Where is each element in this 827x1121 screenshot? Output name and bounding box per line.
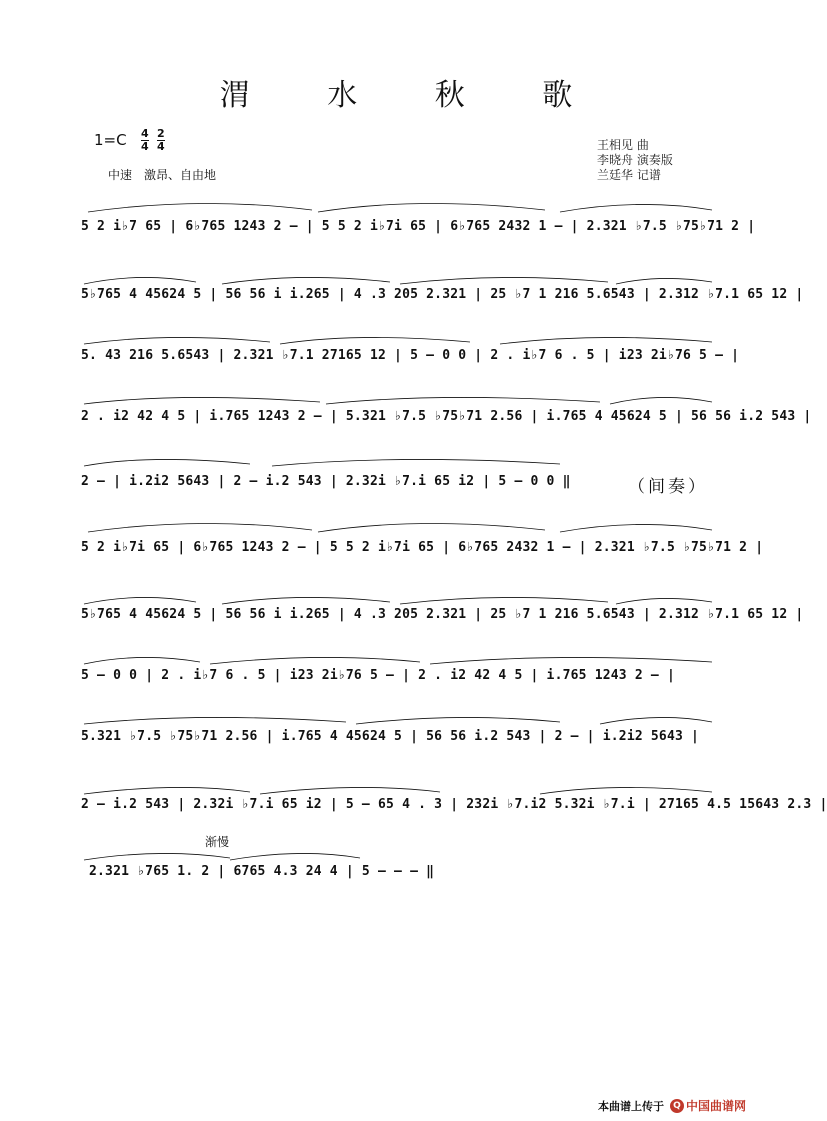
time-sig-bottom: 4 [157,140,165,153]
score-line-9: 5.321 ♭7.5 ♭75♭71 2.56 | i.765 4 45624 5 | 56 56 i.2 543 | 2 – | i.2i2 5643 | [81,729,700,744]
score-line-3: 5. 43 216 5.6543 | 2.321 ♭7.1 27165 12 | 5 – 0 0 | 2 . i♭7 6 . 5 | i23 2i♭76 5 – | [81,348,740,363]
score-line-2: 5♭765 4 45624 5 | 56 56 i i.265 | 4 .3 205 2.321 | 25 ♭7 1 216 5.6543 | 2.312 ♭7.1 65 12 | [81,287,804,302]
score-line-8: 5 – 0 0 | 2 . i♭7 6 . 5 | i23 2i♭76 5 – | 2 . i2 42 4 5 | i.765 1243 2 – | [81,668,675,683]
time-sig-bottom: 4 [141,140,149,153]
score-line-5: 2 – | i.2i2 5643 | 2 – i.2 543 | 2.32i ♭7.i 65 i2 | 5 – 0 0 ‖ [81,474,571,489]
performer-credit: 李晓舟 演奏版 [597,153,673,167]
time-sig-top: 4 [141,127,149,140]
page-title: 渭 水 秋 歌 [219,78,607,113]
score-line-11: 2.321 ♭765 1. 2 | 6765 4.3 24 4 | 5 – – – ‖ [89,864,435,879]
score-line-10: 2 – i.2 543 | 2.32i ♭7.i 65 i2 | 5 – 65 4 . 3 | 232i ♭7.i2 5.32i ♭7.i | 27165 4.5 15643 2.3 | [81,797,827,812]
tempo-marking: 中速 激昂、自由地 [108,168,217,182]
key-signature: 1=C [94,131,127,149]
footer [598,1097,746,1114]
time-sig-top: 2 [157,127,165,140]
site-logo [670,1097,746,1114]
logo-mark-icon: Q [670,1099,684,1113]
time-signature-2-4 [157,128,165,153]
interlude-marking: （间奏） [628,477,708,497]
credits [597,138,673,183]
logo-text: 中国曲谱网 [686,1099,747,1113]
composer-credit: 王相见 曲 [597,138,649,152]
footer-text: 本曲谱上传于 [598,1099,664,1113]
slow-marking: 渐慢 [205,835,230,849]
score-line-4: 2 . i2 42 4 5 | i.765 1243 2 – | 5.321 ♭7.5 ♭75♭71 2.56 | i.765 4 45624 5 | 56 56 i.2 543 | [81,409,812,424]
transcriber-credit: 兰廷华 记谱 [597,168,661,182]
score-line-1: 5 2 i♭7 65 | 6♭765 1243 2 – | 5 5 2 i♭7i 65 | 6♭765 2432 1 – | 2.321 ♭7.5 ♭75♭71 2 | [81,219,756,234]
score-line-7: 5♭765 4 45624 5 | 56 56 i i.265 | 4 .3 205 2.321 | 25 ♭7 1 216 5.6543 | 2.312 ♭7.1 65 12 | [81,607,804,622]
score-line-6: 5 2 i♭7i 65 | 6♭765 1243 2 – | 5 5 2 i♭7i 65 | 6♭765 2432 1 – | 2.321 ♭7.5 ♭75♭71 2 | [81,540,764,555]
time-signature-4-4 [141,128,149,153]
